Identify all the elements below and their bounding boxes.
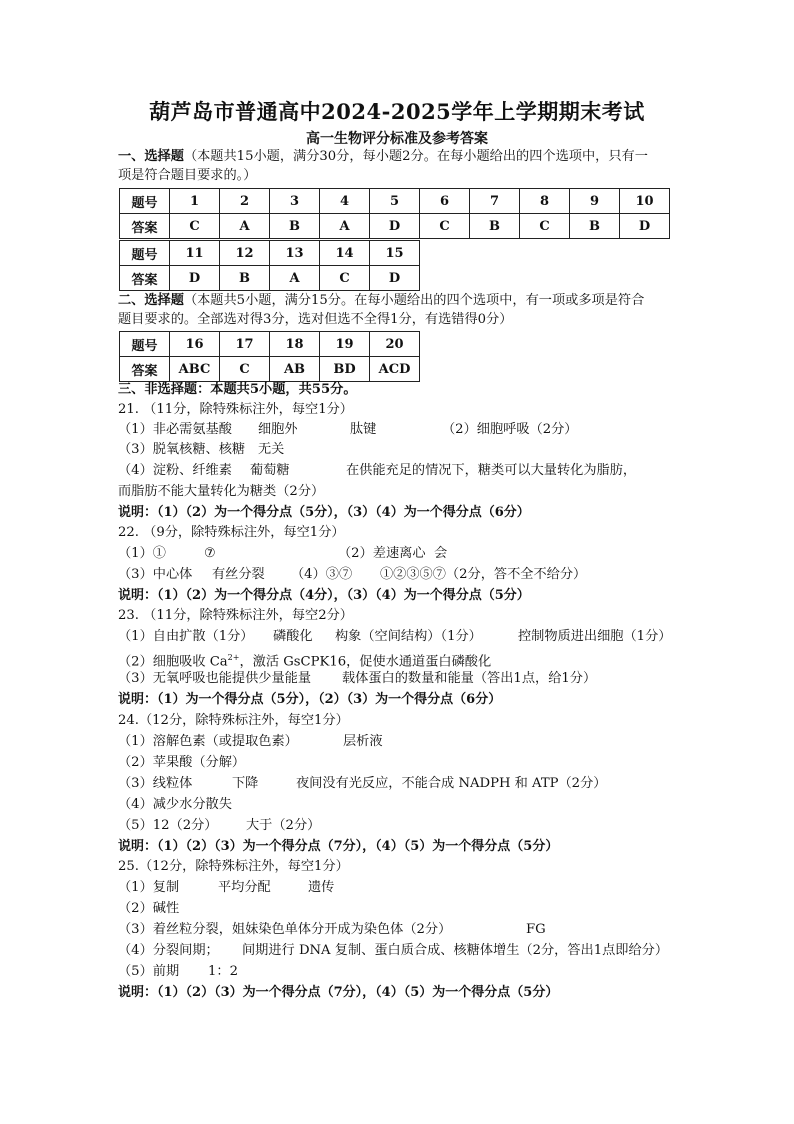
- answer-cell: BD: [320, 357, 370, 382]
- q24-line-2: （2）苹果酸（分解）: [118, 755, 246, 770]
- answer-cell: D: [370, 214, 420, 239]
- q24-line-1: （1）溶解色素（或提取色素） 层析液: [118, 734, 383, 749]
- table-row: [120, 266, 420, 291]
- question-number: 8: [520, 189, 570, 214]
- question-number: 5: [370, 189, 420, 214]
- section2-description: 二、选择题（本题共5小题，满分15分。在每小题给出的四个选项中，有一项或多项是符合: [118, 293, 645, 308]
- row-label-answer: 答案: [120, 266, 170, 291]
- q21-line-1: （1）非必需氨基酸 细胞外 肽键 （2）细胞呼吸（2分）: [118, 422, 578, 437]
- q21-header: 21. （11分，除特殊标注外，每空1分）: [118, 402, 353, 417]
- question-number: 4: [320, 189, 370, 214]
- q21-line-4: 而脂肪不能大量转化为糖类（2分）: [118, 484, 325, 499]
- question-number: 6: [420, 189, 470, 214]
- answer-cell: D: [620, 214, 670, 239]
- q23-line-2: （2）细胞吸收 $Ca^{2+}$，激活 GsCPK16，促使水通道蛋白磷酸化: [118, 653, 492, 670]
- answer-cell: A: [270, 266, 320, 291]
- section2-description-cont: 题目要求的。全部选对得3分，选对但选不全得1分，有选错得0分）: [118, 312, 513, 327]
- question-number: 13: [270, 241, 320, 266]
- q23-scoring-note: 说明：（1）为一个得分点（5分），（2）（3）为一个得分点（6分）: [118, 692, 502, 707]
- row-label-answer: 答案: [120, 214, 170, 239]
- q24-line-5: （5）12（2分） 大于（2分）: [118, 818, 321, 833]
- question-number: 11: [170, 241, 220, 266]
- q25-header: 25.（12分，除特殊标注外，每空1分）: [118, 859, 349, 874]
- answer-cell: C: [170, 214, 220, 239]
- page-title: 葫芦岛市普通高中2024-2025学年上学期期末考试: [149, 99, 645, 124]
- question-number: 10: [620, 189, 670, 214]
- q25-line-5: （5）前期 1：2: [118, 964, 238, 979]
- answer-cell: B: [470, 214, 520, 239]
- answer-cell: ABC: [170, 357, 220, 382]
- section1-description-cont: 项是符合题目要求的。）: [118, 168, 257, 183]
- q21-line-3: （4）淀粉、纤维素 葡萄糖 在供能充足的情况下，糖类可以大量转化为脂肪，: [118, 463, 637, 478]
- q24-header: 24.（12分，除特殊标注外，每空1分）: [118, 713, 349, 728]
- answer-cell: C: [320, 266, 370, 291]
- row-label-question: 题号: [120, 332, 170, 357]
- question-number: 7: [470, 189, 520, 214]
- section3-heading: 三、非选择题：本题共5小题，共55分。: [118, 382, 357, 397]
- row-label-question: 题号: [120, 241, 170, 266]
- question-number: 19: [320, 332, 370, 357]
- q22-scoring-note: 说明：（1）（2）为一个得分点（4分），（3）（4）为一个得分点（5分）: [118, 588, 530, 603]
- question-number: 2: [220, 189, 270, 214]
- question-number: 15: [370, 241, 420, 266]
- q25-line-4: （4）分裂间期； 间期进行 DNA 复制、蛋白质合成、核糖体增生（2分，答出1点即给分）: [118, 943, 669, 958]
- q25-line-1: （1）复制 平均分配 遗传: [118, 880, 335, 895]
- q23-header: 23. （11分，除特殊标注外，每空2分）: [118, 608, 353, 623]
- answer-cell: C: [520, 214, 570, 239]
- answer-cell: AB: [270, 357, 320, 382]
- answer-cell: A: [220, 214, 270, 239]
- q24-scoring-note: 说明：（1）（2）（3）为一个得分点（7分），（4）（5）为一个得分点（5分）: [118, 839, 559, 854]
- q25-line-2: （2）碱性: [118, 901, 180, 916]
- answer-cell: B: [270, 214, 320, 239]
- question-number: 18: [270, 332, 320, 357]
- answer-cell: C: [420, 214, 470, 239]
- q22-header: 22. （9分，除特殊标注外，每空1分）: [118, 525, 345, 540]
- answer-cell: D: [370, 266, 420, 291]
- q23-line-1: （1）自由扩散（1分） 磷酸化 构象（空间结构）（1分） 控制物质进出细胞（1分）: [118, 629, 672, 644]
- question-number: 3: [270, 189, 320, 214]
- section1-description: 一、选择题（本题共15小题，满分30分，每小题2分。在每小题给出的四个选项中，只有一: [118, 149, 648, 164]
- section2-answer-table: [119, 331, 420, 382]
- table-row: [120, 357, 420, 382]
- table-row: [120, 189, 670, 214]
- question-number: 9: [570, 189, 620, 214]
- table-row: [120, 241, 420, 266]
- table-row: [120, 214, 670, 239]
- q23-line-3: （3）无氧呼吸也能提供少量能量 载体蛋白的数量和能量（答出1点，给1分）: [118, 671, 597, 686]
- q22-line-2: （3）中心体 有丝分裂 （4）③⑦ ①②③⑤⑦（2分，答不全不给分）: [118, 567, 587, 582]
- q22-line-1: （1）① ⑦ （2）差速离心 会: [118, 546, 448, 561]
- question-number: 14: [320, 241, 370, 266]
- table-row: [120, 332, 420, 357]
- q21-scoring-note: 说明：（1）（2）为一个得分点（5分），（3）（4）为一个得分点（6分）: [118, 505, 530, 520]
- q24-line-4: （4）减少水分散失: [118, 797, 232, 812]
- q25-line-3: （3）着丝粒分裂，姐妹染色单体分开成为染色体（2分） FG: [118, 922, 546, 937]
- section2-heading: 二、选择题: [118, 293, 184, 308]
- section1-heading: 一、选择题: [118, 149, 184, 164]
- page-subtitle: 高一生物评分标准及参考答案: [306, 131, 488, 147]
- section1-answer-table: [119, 188, 670, 239]
- section1-answer-table-2: [119, 240, 420, 291]
- answer-cell: B: [220, 266, 270, 291]
- question-number: 1: [170, 189, 220, 214]
- answer-cell: B: [570, 214, 620, 239]
- question-number: 20: [370, 332, 420, 357]
- row-label-question: 题号: [120, 189, 170, 214]
- q25-scoring-note: 说明：（1）（2）（3）为一个得分点（7分），（4）（5）为一个得分点（5分）: [118, 985, 559, 1000]
- question-number: 17: [220, 332, 270, 357]
- answer-cell: D: [170, 266, 220, 291]
- answer-cell: ACD: [370, 357, 420, 382]
- question-number: 12: [220, 241, 270, 266]
- q21-line-2: （3）脱氧核糖、核糖 无关: [118, 442, 285, 457]
- q24-line-3: （3）线粒体 下降 夜间没有光反应，不能合成 NADPH 和 ATP（2分）: [118, 776, 607, 791]
- answer-cell: A: [320, 214, 370, 239]
- question-number: 16: [170, 332, 220, 357]
- answer-cell: C: [220, 357, 270, 382]
- row-label-answer: 答案: [120, 357, 170, 382]
